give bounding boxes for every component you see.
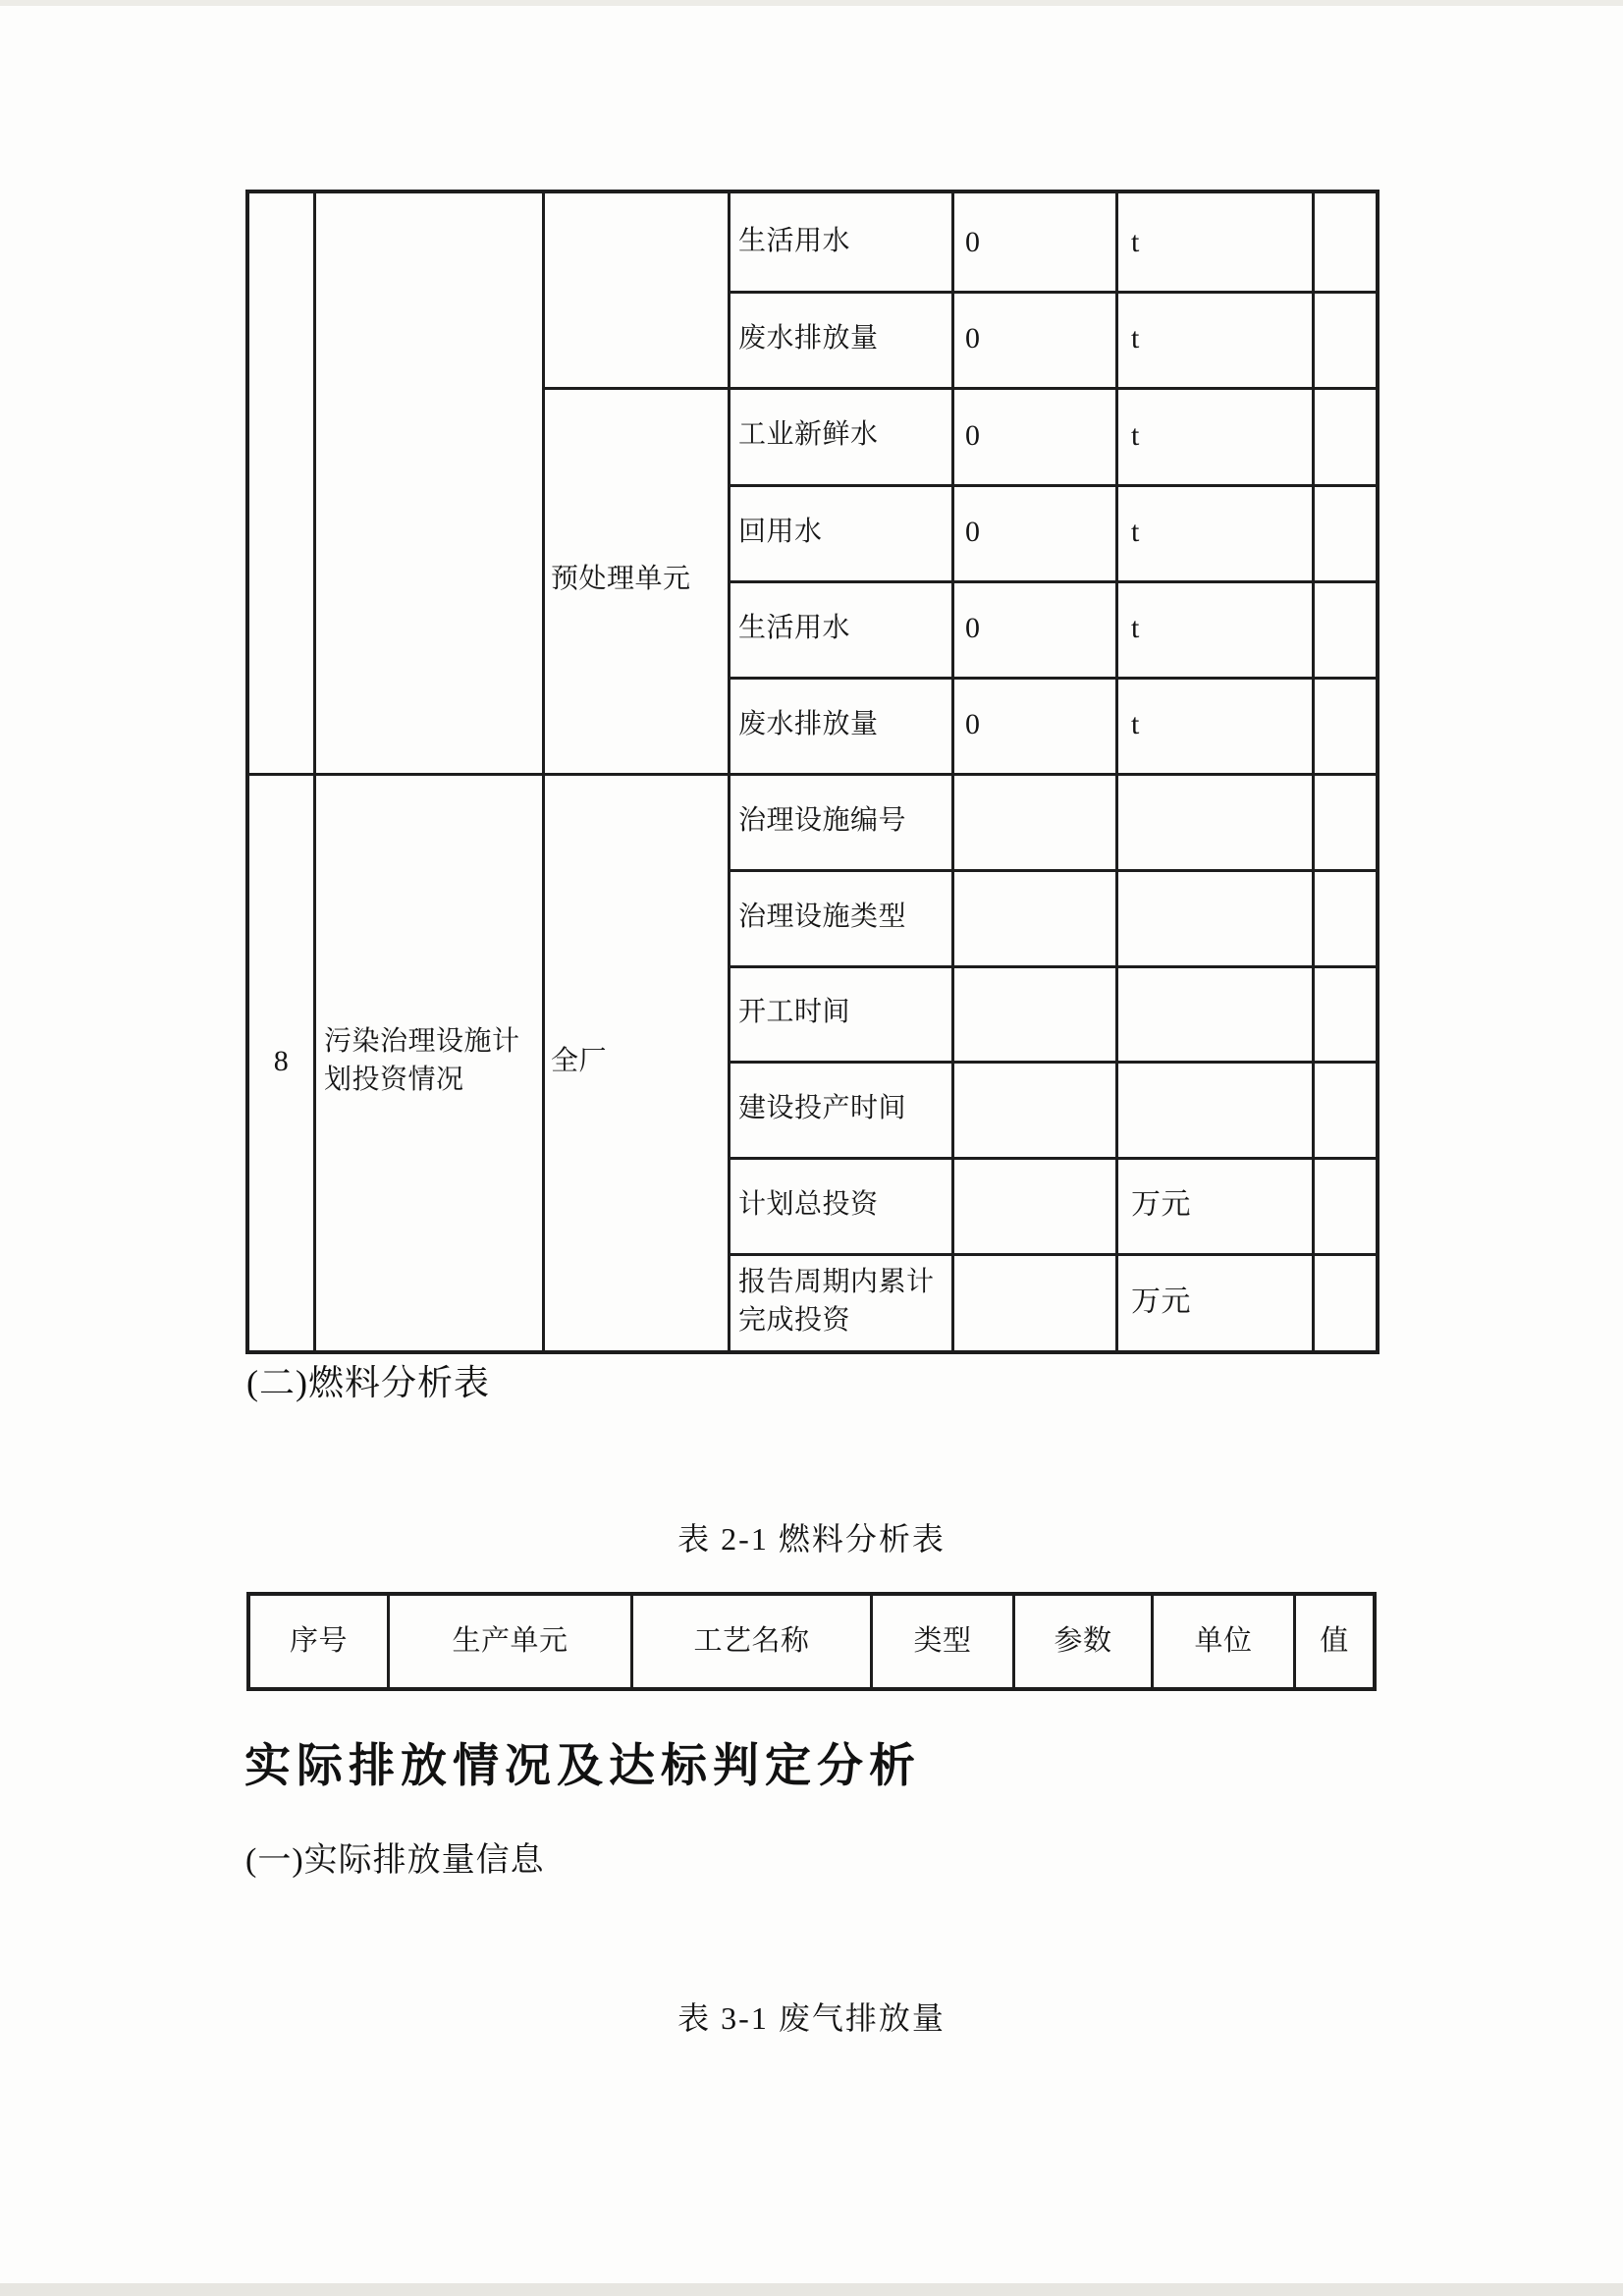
fuel-col-header: 序号 <box>289 1625 348 1658</box>
param-unit <box>1131 965 1298 1061</box>
table-2-1-caption: 表 2-1 燃料分析表 <box>677 1521 946 1557</box>
unit-cell-whole-plant: 全厂 <box>551 1045 608 1076</box>
param-unit: t <box>1131 225 1140 258</box>
param-unit: t <box>1131 612 1140 645</box>
param-unit: t <box>1131 516 1140 549</box>
param-label: 建设投产时间 <box>738 1092 907 1123</box>
param-unit <box>1131 1061 1298 1157</box>
grid-line <box>728 193 730 1350</box>
param-value: 0 <box>965 225 981 258</box>
param-unit: 万元 <box>1131 1285 1191 1318</box>
grid-line <box>951 193 954 1350</box>
fuel-col-header: 参数 <box>1054 1625 1112 1658</box>
grid-line <box>1115 193 1118 1350</box>
param-unit <box>1131 773 1298 869</box>
section3-heading: 实际排放情况及达标判定分析 <box>244 1741 921 1792</box>
param-unit: t <box>1131 418 1140 452</box>
param-unit: 万元 <box>1131 1188 1191 1222</box>
section2-heading: (二)燃料分析表 <box>246 1363 490 1402</box>
pollution-facility-table <box>245 190 1380 1354</box>
param-value: 0 <box>965 612 981 645</box>
param-value: 0 <box>965 322 981 355</box>
param-label: 回用水 <box>738 516 823 547</box>
param-value: 0 <box>965 516 981 549</box>
param-label: 生活用水 <box>738 226 851 257</box>
param-unit <box>1131 869 1298 965</box>
fuel-col-header: 工艺名称 <box>693 1625 810 1658</box>
fuel-col-header: 生产单元 <box>452 1625 568 1658</box>
param-label: 工业新鲜水 <box>738 419 879 451</box>
table-3-1-caption: 表 3-1 废气排放量 <box>677 2000 946 2036</box>
fuel-col-header: 类型 <box>913 1625 972 1658</box>
fuel-analysis-table <box>246 1592 1377 1691</box>
grid-line <box>1312 193 1315 1350</box>
param-value: 0 <box>965 708 981 741</box>
param-label: 报告周期内累计完成投资 <box>738 1266 935 1336</box>
category-cell: 污染治理设施计划投资情况 <box>324 1026 520 1095</box>
param-label: 计划总投资 <box>738 1188 879 1220</box>
param-value: 0 <box>965 418 981 452</box>
unit-cell-pretreatment: 预处理单元 <box>551 564 691 595</box>
fuel-col-header: 值 <box>1320 1625 1349 1658</box>
param-label: 开工时间 <box>738 997 851 1028</box>
grid-line <box>542 193 545 1350</box>
fuel-col-header: 单位 <box>1194 1625 1253 1658</box>
scan-edge-top <box>0 0 1623 6</box>
param-label: 生活用水 <box>738 612 851 643</box>
scan-edge-bottom <box>0 2283 1623 2296</box>
param-label: 治理设施编号 <box>738 804 907 836</box>
grid-line <box>313 193 316 1350</box>
param-label: 废水排放量 <box>738 708 879 739</box>
row-number-cell: 8 <box>273 1045 290 1078</box>
param-unit: t <box>1131 708 1140 741</box>
param-unit: t <box>1131 322 1140 355</box>
section3-subheading: (一)实际排放量信息 <box>245 1842 545 1879</box>
param-label: 治理设施类型 <box>738 901 907 932</box>
param-label: 废水排放量 <box>738 322 879 354</box>
